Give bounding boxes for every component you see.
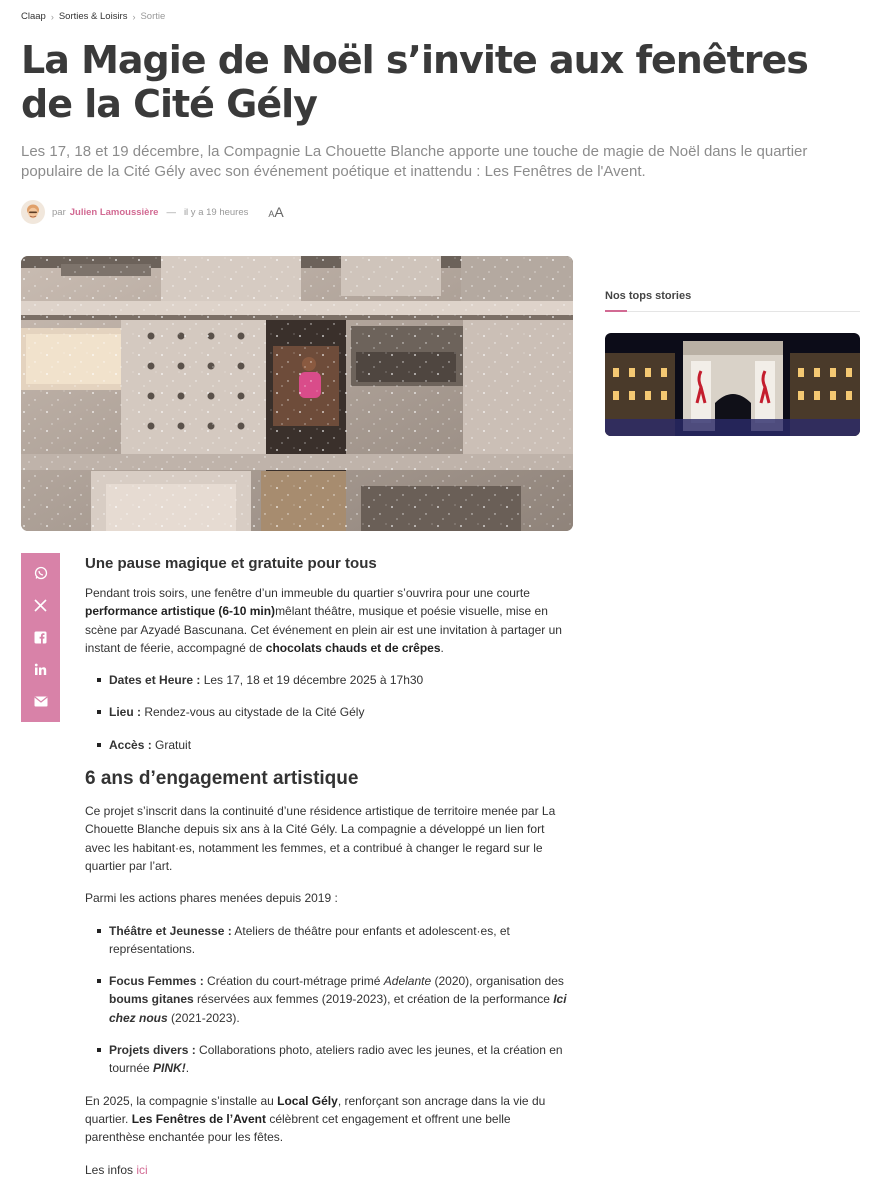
list-item	[97, 922, 573, 959]
article-body	[85, 555, 573, 1193]
chevron-right-icon: ›	[132, 11, 136, 22]
breadcrumb-item-home[interactable]: Claap	[21, 11, 46, 22]
info-list	[97, 671, 573, 754]
bold-text: chocolats chauds et de crêpes	[265, 640, 441, 655]
text: Pendant trois soirs, une fenêtre d’un immeuble du quartier s’ouvrira pour une courte	[85, 586, 530, 600]
list-item	[97, 972, 573, 1027]
byline-separator: —	[166, 206, 176, 218]
paragraph	[85, 584, 573, 657]
text: (2020), organisation des	[431, 974, 564, 989]
list-value: Ateliers de théâtre pour enfants et adolescent·es, et représentations.	[109, 923, 510, 956]
text: mêlant théâtre, musique et poésie visuelle, mise en scène par Azyadé Bascunana. Cet événement en plein air est une invitation à partager un instant de féerie, accompagné de	[85, 604, 562, 655]
paragraph	[85, 1092, 573, 1147]
list-value: Les 17, 18 et 19 décembre 2025 à 17h30	[200, 673, 424, 688]
text: célèbrent cet engagement et offrent une belle parenthèse enchantée pour les fêtes.	[85, 1111, 511, 1145]
list-label: Focus Femmes :	[109, 974, 204, 989]
list-item	[97, 1041, 573, 1078]
bold-italic-text: Ici chez nous	[109, 992, 567, 1025]
list-label: Lieu :	[109, 705, 141, 720]
chevron-right-icon: ›	[50, 11, 54, 22]
font-size-toggle[interactable]	[268, 204, 283, 220]
article-subtitle: Les 17, 18 et 19 décembre, la Compagnie La Chouette Blanche apporte une touche de magie de Noël dans le quartier populaire de la Cité Gély avec son événement poétique et inattendu : Les Fenêtres de l'Avent.	[21, 143, 808, 180]
publish-time: il y a 19 heures	[183, 206, 249, 218]
share-bar	[21, 553, 60, 722]
paragraph	[85, 1161, 573, 1179]
breadcrumb-current: Sortie	[140, 11, 166, 22]
actions-list	[97, 922, 573, 1078]
list-item	[97, 736, 573, 754]
bold-text: Local Gély	[277, 1093, 338, 1108]
font-size-big[interactable]: A	[274, 204, 284, 220]
top-story-photo-illustration	[605, 333, 860, 436]
top-story-image[interactable]	[605, 333, 860, 436]
bold-text: Les Fenêtres de l’Avent	[131, 1111, 266, 1126]
breadcrumb-item-category[interactable]: Sorties & Loisirs	[58, 11, 128, 22]
text: (2021-2023).	[167, 1010, 240, 1025]
whatsapp-icon	[34, 566, 48, 580]
text: .	[440, 640, 444, 655]
text: .	[185, 1061, 190, 1076]
facebook-icon	[34, 631, 47, 644]
text: Les infos	[85, 1162, 137, 1177]
text: Création du court-métrage primé	[203, 974, 384, 989]
info-link[interactable]: ici	[136, 1162, 148, 1177]
bold-text: performance artistique (6-10 min)	[85, 604, 276, 619]
avatar[interactable]	[21, 200, 45, 224]
list-label: Théâtre et Jeunesse :	[109, 923, 232, 938]
share-facebook-button[interactable]	[21, 622, 60, 652]
text: Collaborations photo, ateliers radio avec les jeunes, et la création en tournée	[109, 1043, 563, 1076]
share-x-button[interactable]	[21, 590, 60, 620]
email-icon	[34, 696, 48, 707]
section-heading: Une pause magique et gratuite pour tous	[85, 555, 377, 572]
list-item	[97, 671, 573, 689]
bold-text: boums gitanes	[109, 992, 194, 1007]
breadcrumb	[21, 11, 165, 22]
share-linkedin-button[interactable]	[21, 655, 60, 685]
list-label: Dates et Heure :	[109, 673, 201, 688]
page-title: La Magie de Noël s’invite aux fenêtres de la Cité Gély	[21, 38, 808, 126]
italic-text: Adelante	[383, 974, 432, 989]
avatar-icon	[21, 200, 45, 224]
hero-photo-illustration	[21, 256, 573, 531]
list-item	[97, 703, 573, 721]
font-size-small[interactable]: A	[268, 209, 275, 219]
paragraph: Parmi les actions phares menées depuis 2019 :	[85, 891, 338, 906]
text: En 2025, la compagnie s’installe au	[85, 1093, 278, 1108]
section-heading: 6 ans d’engagement artistique	[85, 768, 359, 790]
list-label: Projets divers :	[109, 1043, 196, 1058]
author-link[interactable]: Julien Lamoussière	[69, 206, 159, 218]
paragraph: Ce projet s’inscrit dans la continuité d’une résidence artistique de territoire menée par La Chouette Blanche depuis six ans à la Cité Gély. La compagnie a développé un lien fort avec les habitant·es, notamment les femmes, et a contribué à changer le regard sur le quartier par l’art.	[85, 804, 556, 873]
list-value: Gratuit	[151, 737, 192, 752]
text: réservées aux femmes (2019-2023), et création de la performance	[193, 992, 554, 1007]
x-icon	[34, 599, 47, 612]
byline-prefix: par	[52, 206, 66, 218]
bold-italic-text: PINK!	[153, 1061, 186, 1076]
sidebar-title: Nos tops stories	[605, 290, 860, 312]
hero-image	[21, 256, 573, 531]
text: , renforçant son ancrage dans la vie du quartier.	[85, 1093, 546, 1126]
sidebar	[605, 290, 860, 436]
byline	[21, 200, 284, 224]
linkedin-icon	[34, 663, 47, 676]
share-email-button[interactable]	[21, 687, 60, 717]
list-value: Rendez-vous au citystade de la Cité Gély	[141, 705, 365, 720]
list-label: Accès :	[109, 737, 152, 752]
share-whatsapp-button[interactable]	[21, 558, 60, 588]
